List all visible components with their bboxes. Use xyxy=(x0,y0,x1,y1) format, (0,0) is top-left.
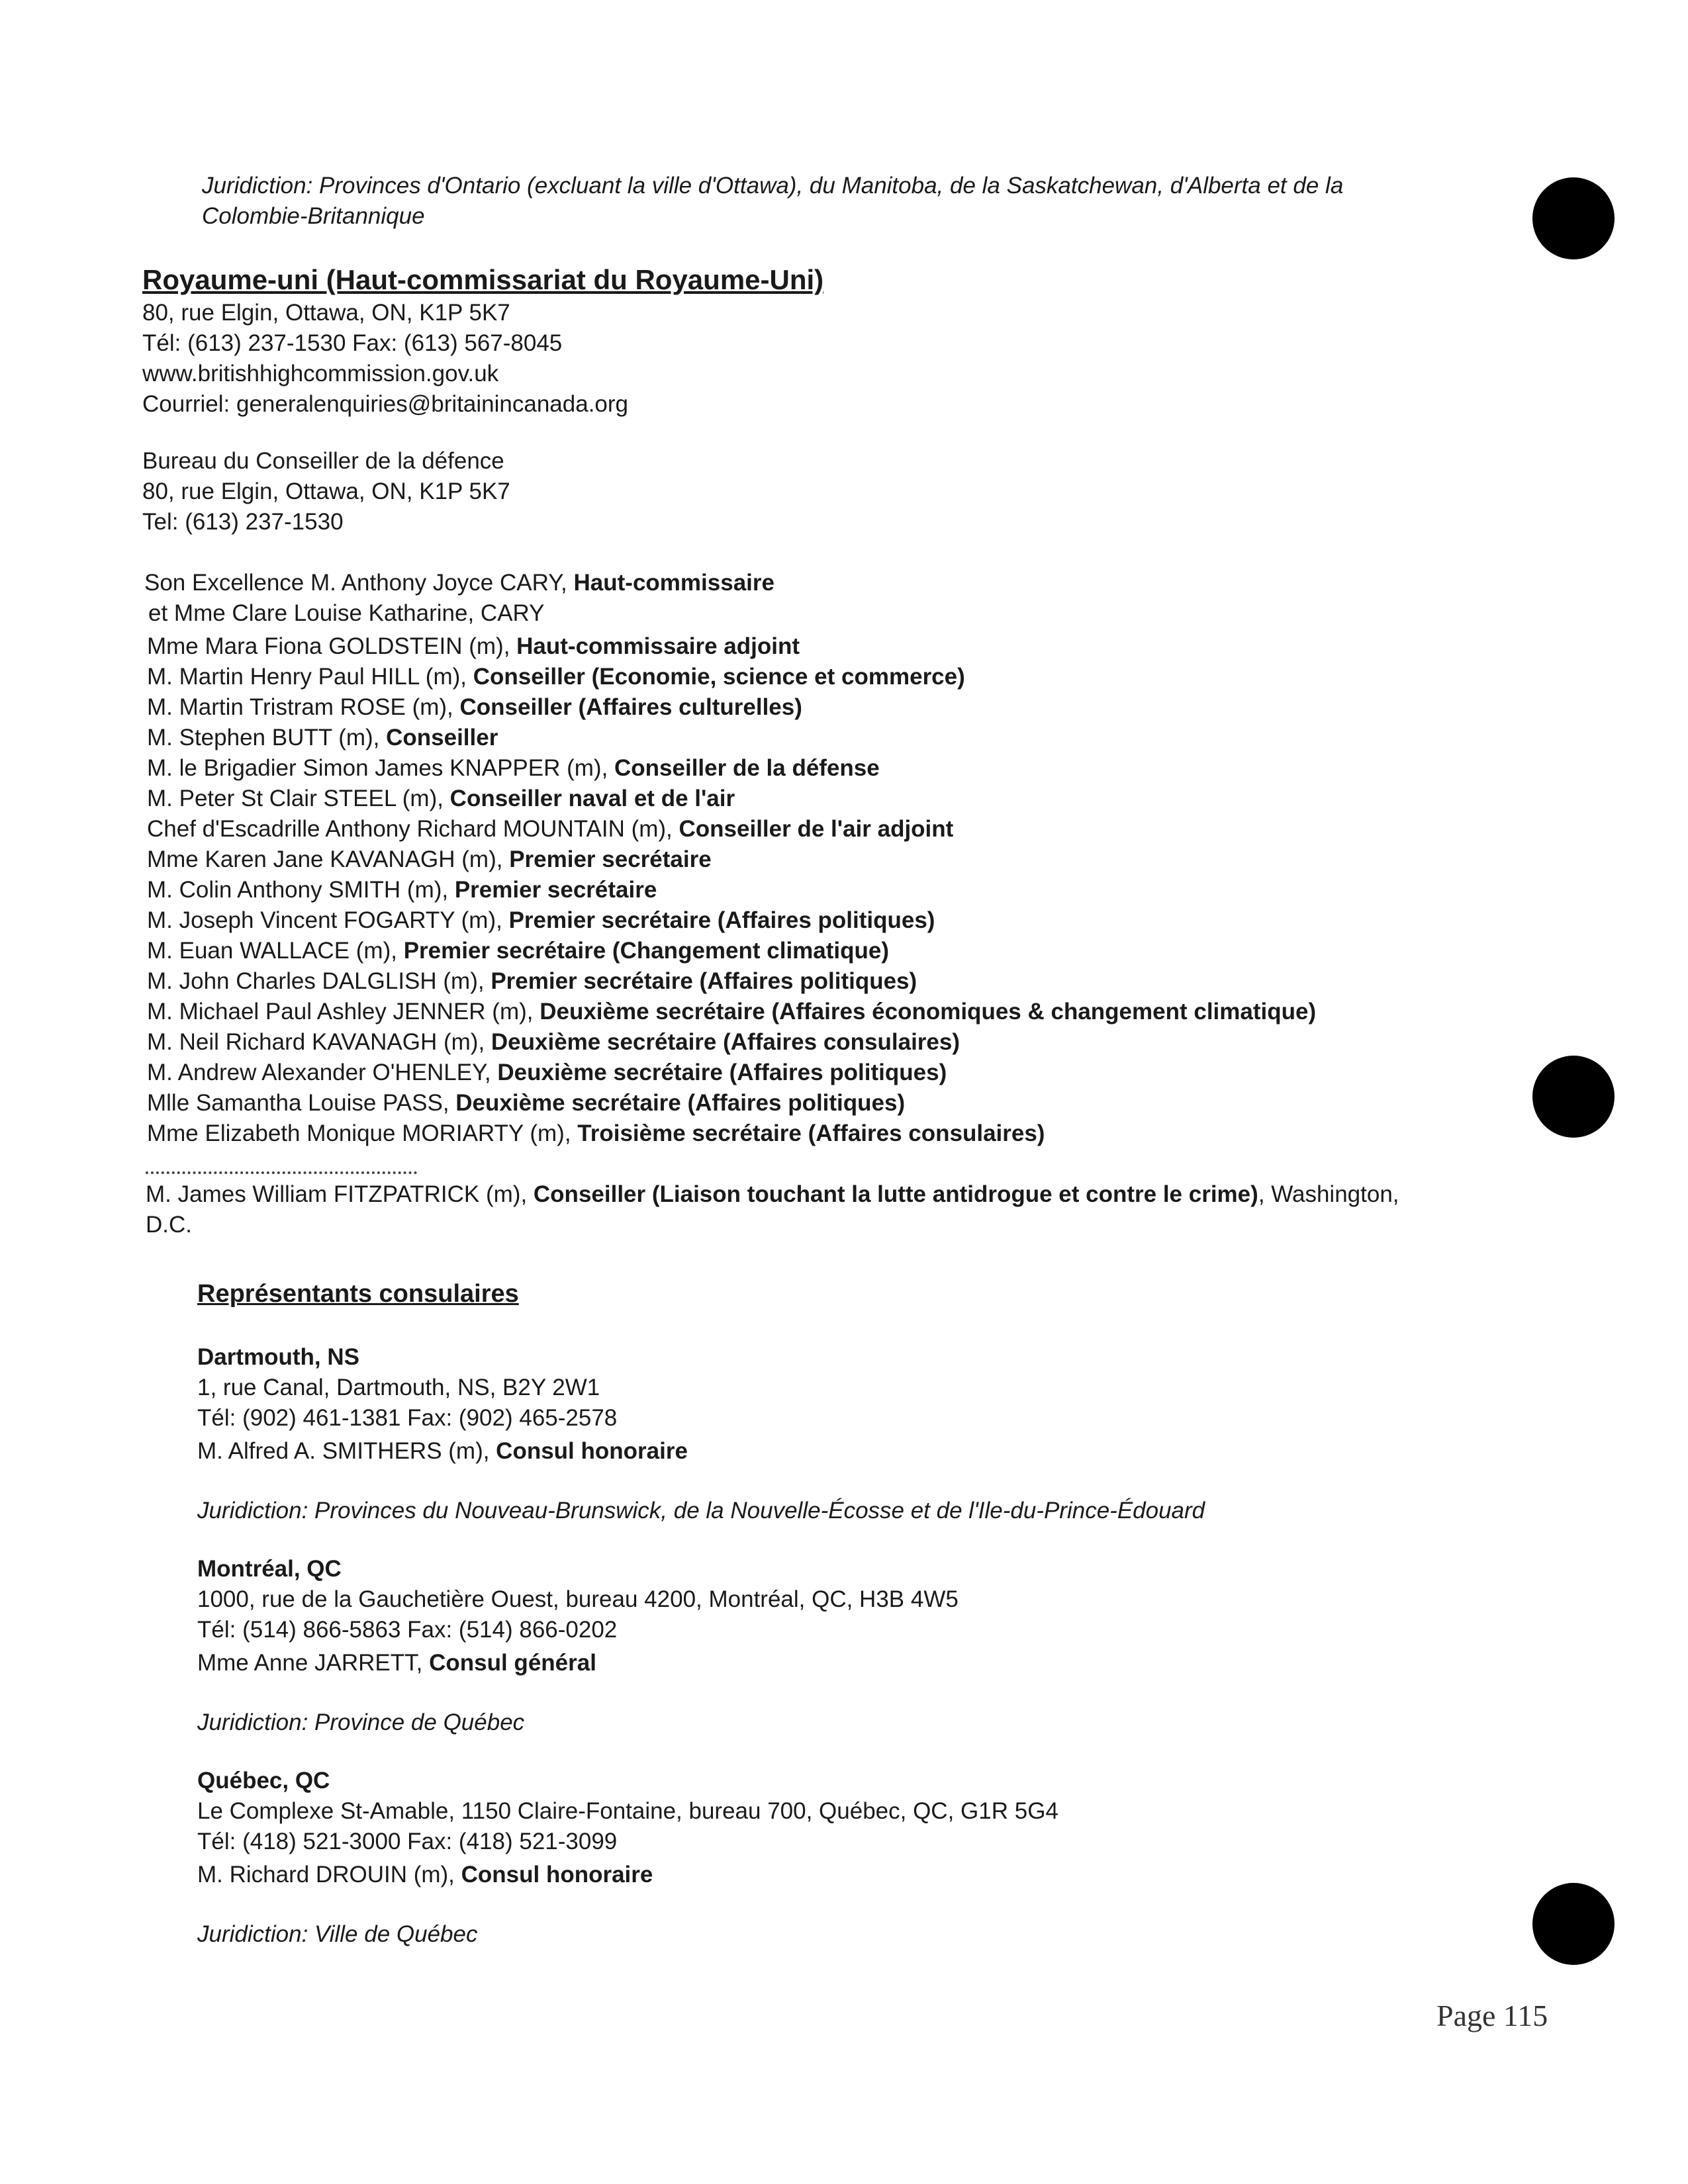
mission-email: Courriel: generalenquiries@britainincanada.org xyxy=(142,391,629,417)
consulate-address: 1000, rue de la Gauchetière Ouest, bureau 4200, Montréal, QC, H3B 4W5 xyxy=(197,1586,959,1612)
list-item xyxy=(147,966,1669,997)
staff-title: Conseiller de l'air adjoint xyxy=(679,816,954,842)
list-item xyxy=(147,905,1669,936)
staff-name: M. Stephen BUTT (m), xyxy=(147,725,387,751)
staff-title: Deuxième secrétaire (Affaires consulaires) xyxy=(491,1029,961,1055)
non-resident-block xyxy=(146,1158,1668,1240)
consulate-officer-title: Consul honoraire xyxy=(496,1438,688,1464)
consulate-officer-line xyxy=(197,1648,1688,1678)
staff-title: Conseiller de la défense xyxy=(614,755,880,781)
staff-name: M. Peter St Clair STEEL (m), xyxy=(147,786,450,811)
previous-jurisdiction xyxy=(202,171,1688,232)
staff-title: Premier secrétaire (Affaires politiques) xyxy=(491,968,917,994)
jurisdiction-line: Juridiction: Provinces d'Ontario (excluant la ville d'Ottawa), du Manitoba, de la Saskatchewan, d'Alberta et de la xyxy=(202,173,1344,199)
staff-name: M. Martin Henry Paul HILL (m), xyxy=(147,664,473,690)
head-of-mission xyxy=(144,568,1667,629)
staff-title: Haut-commissaire adjoint xyxy=(516,633,800,659)
nonresident-location-cont: D.C. xyxy=(146,1212,192,1238)
consulate-dartmouth xyxy=(197,1342,1688,1526)
staff-name: Mme Elizabeth Monique MORIARTY (m), xyxy=(147,1120,578,1146)
consulate-montreal xyxy=(197,1554,1688,1738)
consulate-jurisdiction: Juridiction: Ville de Québec xyxy=(197,1921,478,1947)
staff-title: Deuxième secrétaire (Affaires politiques) xyxy=(455,1090,906,1116)
consulate-address: 1, rue Canal, Dartmouth, NS, B2Y 2W1 xyxy=(197,1375,600,1400)
head-title: Haut-commissaire xyxy=(573,570,774,596)
mission-website: www.britishhighcommission.gov.uk xyxy=(142,361,499,387)
staff-name: M. Colin Anthony SMITH (m), xyxy=(147,877,455,903)
staff-title: Troisième secrétaire (Affaires consulaires) xyxy=(577,1120,1045,1146)
staff-title: Deuxième secrétaire (Affaires politiques) xyxy=(497,1060,947,1085)
staff-title: Premier secrétaire xyxy=(454,877,657,903)
jurisdiction-line: Colombie-Britannique xyxy=(202,203,425,229)
consulate-officer-title: Consul général xyxy=(429,1650,596,1676)
staff-name: Chef d'Escadrille Anthony Richard MOUNTAIN (m), xyxy=(147,816,679,842)
consulate-phone: Tél: (902) 461-1381 Fax: (902) 465-2578 xyxy=(197,1405,618,1431)
head-line xyxy=(144,568,1667,598)
staff-name: M. Michael Paul Ashley JENNER (m), xyxy=(147,999,540,1024)
consulate-city: Québec, QC xyxy=(197,1768,330,1794)
staff-title: Premier secrétaire (Changement climatique) xyxy=(403,938,890,964)
defence-office-phone: Tel: (613) 237-1530 xyxy=(142,509,344,535)
list-item xyxy=(147,997,1669,1027)
nonresident-title: Conseiller (Liaison touchant la lutte antidrogue et contre le crime) xyxy=(533,1181,1258,1207)
staff-name: M. le Brigadier Simon James KNAPPER (m), xyxy=(147,755,615,781)
mission-address: 80, rue Elgin, Ottawa, ON, K1P 5K7 xyxy=(142,300,510,326)
list-item xyxy=(147,814,1669,844)
consulate-jurisdiction: Juridiction: Provinces du Nouveau-Brunswick, de la Nouvelle-Écosse et de l'Ile-du-Prince-Édouard xyxy=(197,1498,1205,1524)
staff-name: M. Neil Richard KAVANAGH (m), xyxy=(147,1029,491,1055)
staff-list xyxy=(147,631,1669,1149)
defence-office-name: Bureau du Conseiller de la défence xyxy=(142,448,504,474)
list-item xyxy=(147,692,1669,723)
mission-title: Royaume-uni (Haut-commissariat du Royaume-Uni) xyxy=(142,264,824,295)
consulate-officer: Mme Anne JARRETT, xyxy=(197,1650,430,1676)
consulate-officer-title: Consul honoraire xyxy=(461,1862,653,1888)
consulate-officer-line xyxy=(197,1860,1688,1890)
dotted-separator xyxy=(146,1158,417,1174)
mission-phone: Tél: (613) 237-1530 Fax: (613) 567-8045 xyxy=(142,330,563,356)
staff-name: M. Euan WALLACE (m), xyxy=(147,938,404,964)
nonresident-name: M. James William FITZPATRICK (m), xyxy=(146,1181,534,1207)
list-item xyxy=(147,753,1669,784)
staff-name: Mme Mara Fiona GOLDSTEIN (m), xyxy=(147,633,517,659)
list-item xyxy=(147,1118,1669,1149)
staff-name: Mlle Samantha Louise PASS, xyxy=(147,1090,456,1116)
consulate-quebec xyxy=(197,1766,1688,1950)
list-item xyxy=(147,631,1669,662)
consulate-address: Le Complexe St-Amable, 1150 Claire-Fontaine, bureau 700, Québec, QC, G1R 5G4 xyxy=(197,1798,1058,1824)
consulate-city: Dartmouth, NS xyxy=(197,1344,359,1370)
defence-office-address: 80, rue Elgin, Ottawa, ON, K1P 5K7 xyxy=(142,478,510,504)
list-item xyxy=(147,662,1669,692)
list-item xyxy=(147,1027,1669,1058)
list-item xyxy=(147,1088,1669,1118)
mission-block xyxy=(142,262,1665,420)
staff-name: M. Martin Tristram ROSE (m), xyxy=(147,694,460,720)
consulate-jurisdiction: Juridiction: Province de Québec xyxy=(197,1709,525,1735)
consular-heading: Représentants consulaires xyxy=(197,1280,519,1308)
list-item xyxy=(147,784,1669,814)
list-item xyxy=(146,1179,1668,1210)
staff-title: Premier secrétaire xyxy=(509,846,712,872)
staff-title: Conseiller (Economie, science et commerce) xyxy=(473,664,965,690)
consular-section xyxy=(197,1277,1688,1310)
consulate-city: Montréal, QC xyxy=(197,1556,342,1582)
staff-name: M. John Charles DALGLISH (m), xyxy=(147,968,491,994)
head-name: Son Excellence M. Anthony Joyce CARY, xyxy=(144,570,574,596)
staff-title: Conseiller xyxy=(386,725,498,751)
consulate-phone: Tél: (418) 521-3000 Fax: (418) 521-3099 xyxy=(197,1829,618,1854)
consulate-officer: M. Richard DROUIN (m), xyxy=(197,1862,461,1888)
staff-title: Premier secrétaire (Affaires politiques) xyxy=(508,907,935,933)
staff-title: Deuxième secrétaire (Affaires économiques & changement climatique) xyxy=(539,999,1317,1024)
defence-office-block xyxy=(142,446,1665,537)
page-number: Page 115 xyxy=(1436,1999,1548,2032)
consulate-officer: M. Alfred A. SMITHERS (m), xyxy=(197,1438,496,1464)
nonresident-location: , Washington, xyxy=(1258,1181,1399,1207)
list-item xyxy=(147,875,1669,905)
consulate-officer-line xyxy=(197,1436,1688,1467)
head-spouse: et Mme Clare Louise Katharine, CARY xyxy=(148,600,545,626)
consulate-phone: Tél: (514) 866-5863 Fax: (514) 866-0202 xyxy=(197,1617,618,1643)
staff-title: Conseiller naval et de l'air xyxy=(449,786,735,811)
staff-name: M. Joseph Vincent FOGARTY (m), xyxy=(147,907,509,933)
staff-name: M. Andrew Alexander O'HENLEY, xyxy=(147,1060,498,1085)
list-item xyxy=(147,844,1669,875)
staff-name: Mme Karen Jane KAVANAGH (m), xyxy=(147,846,510,872)
list-item xyxy=(147,1058,1669,1088)
staff-title: Conseiller (Affaires culturelles) xyxy=(459,694,802,720)
list-item xyxy=(147,723,1669,753)
list-item xyxy=(147,936,1669,966)
